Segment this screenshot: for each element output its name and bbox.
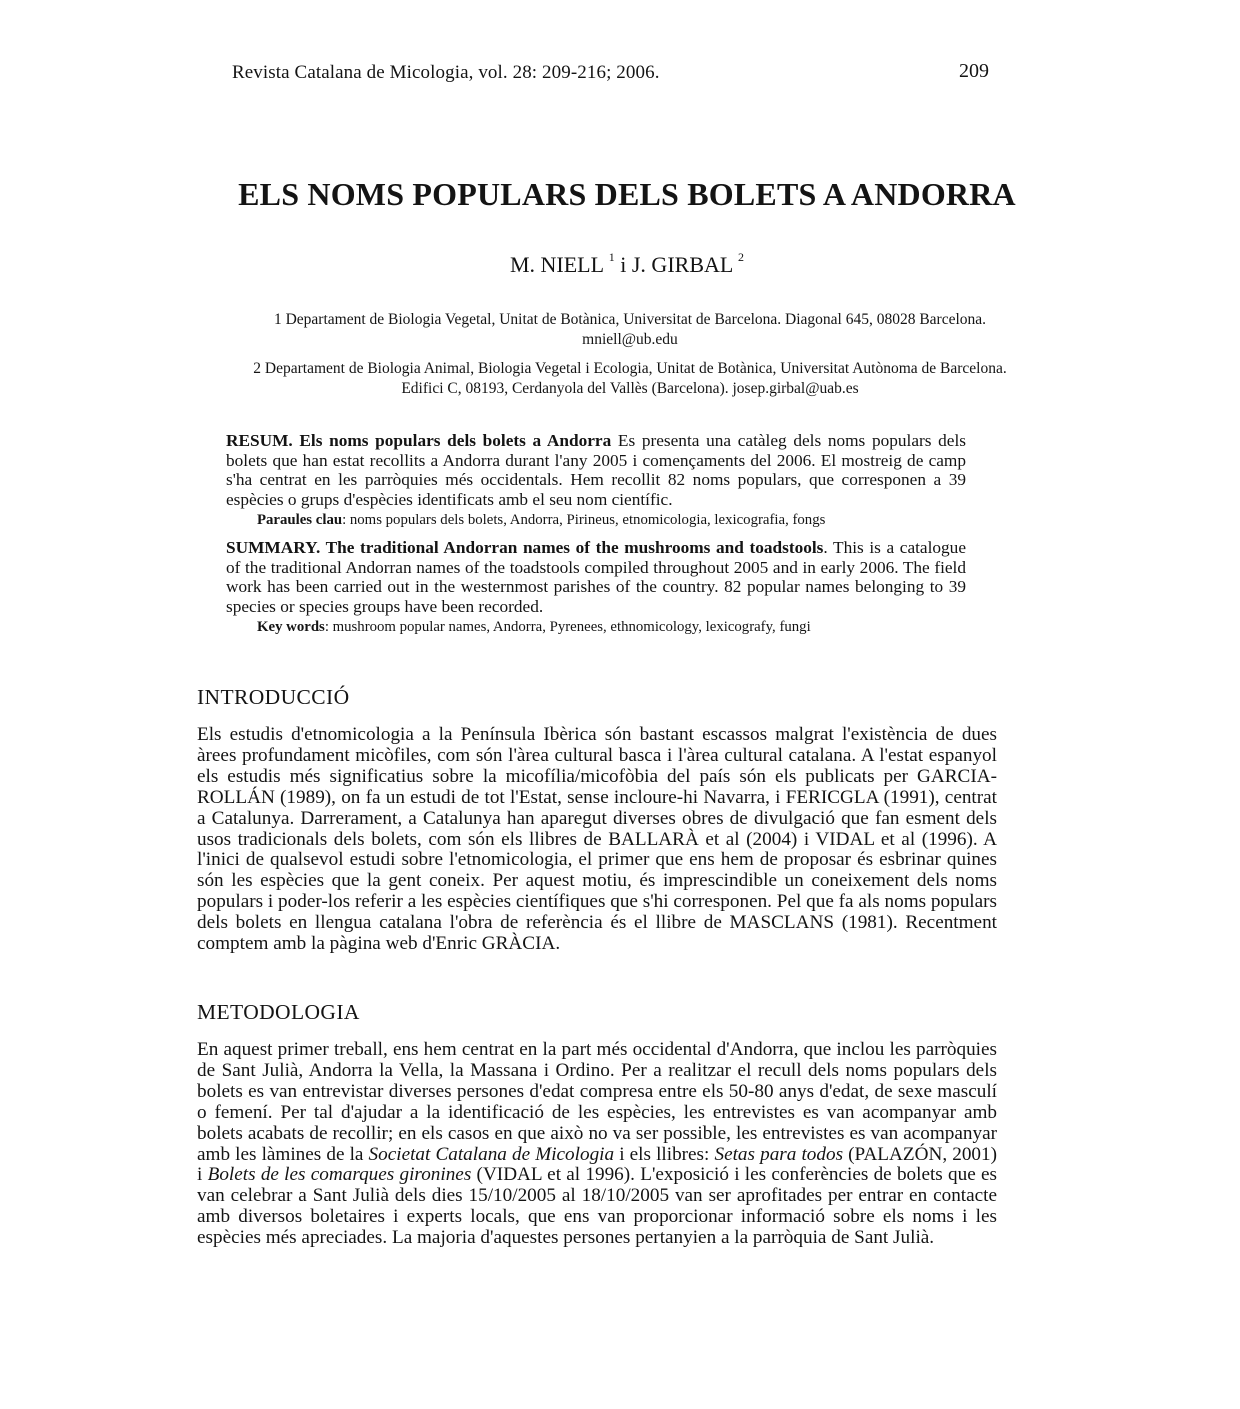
affiliation-2-address: 2 Departament de Biologia Animal, Biologia Vegetal i Ecologia, Unitat de Botànica, Universitat Autònoma de Barcelona. <box>253 360 1007 377</box>
page-number: 209 <box>959 60 989 82</box>
abstract-english-heading: SUMMARY. The traditional Andorran names of the mushrooms and toadstools <box>226 538 824 557</box>
authors <box>0 249 1240 278</box>
section-heading-introduccio: INTRODUCCIÓ <box>197 685 350 709</box>
keywords-catalan-label: Paraules clau <box>257 512 343 528</box>
metodologia-italic-1: Societat Catalana de Micologia <box>368 1143 615 1165</box>
keywords-english <box>257 618 977 636</box>
abstract-english <box>226 538 966 616</box>
author-2: J. GIRBAL <box>631 252 733 277</box>
author-conjunction: i <box>614 252 632 277</box>
keywords-english-text: : mushroom popular names, Andorra, Pyrenees, ethnomicology, lexicografy, fungi <box>324 619 811 635</box>
metodologia-text-4: (VIDAL et al 1996). L'exposició i les conferències de bolets que es van celebrar a Sant Julià dels dies 15/10/2005 al 18/10/2005 van ser aprofitades per entrar en contacte amb diversos boletaires i experts locals, que ens van proporcionar informació sobre els noms i les espècies més apreciades. La majoria d'aquestes persones pertanyien a la parròquia de Sant Julià. <box>197 1164 997 1249</box>
abstract-catalan <box>226 431 966 509</box>
author-1-affil-mark: 1 <box>608 249 615 264</box>
author-2-affil-mark: 2 <box>738 249 745 264</box>
section-body-introduccio: Els estudis d'etnomicologia a la Península Ibèrica són bastant escassos malgrat l'existència de dues àrees profundament micòfiles, com són l'àrea cultural basca i l'àrea cultural catalana. A l'estat espanyol els estudis més significatius sobre la micofília/micofòbia del país són els publicats per GARCIA-ROLLÁN (1989), on fa un estudi de tot l'Estat, sense incloure-hi Navarra, i FERICGLA (1991), centrat a Catalunya. Darrerament, a Catalunya han aparegut diverses obres de divulgació que fan esment dels usos tradicionals dels bolets, com són els llibres de BALLARÀ et al (2004) i VIDAL et al (1996). A l'inici de qualsevol estudi sobre l'etnomicologia, el primer que ens hem de proposar és esbrinar quines són les espècies que la gent coneix. Per aquest motiu, és imprescindible un coneixement dels noms populars i poder-los referir a les espècies científiques que s'hi corresponen. Pel que fa als noms populars dels bolets en llengua catalana l'obra de referència és el llibre de MASCLANS (1981). Recentment comptem amb la pàgina web d'Enric GRÀCIA. <box>197 724 997 955</box>
abstract-english-text: . This is a catalogue of the traditional Andorran names of the toadstools compiled throughout 2005 and in early 2006. The field work has been carried out in the westernmost parishes of the country. 82 popular names belonging to 39 species or species groups have been recorded. <box>226 538 966 616</box>
affiliation-1-email: mniell@ub.edu <box>582 331 678 348</box>
abstract-catalan-heading: RESUM. Els noms populars dels bolets a Andorra <box>226 431 612 450</box>
section-body-metodologia <box>197 1040 997 1249</box>
affiliation-2-email: Edifici C, 08193, Cerdanyola del Vallès (Barcelona). josep.girbal@uab.es <box>401 380 859 397</box>
metodologia-text-3: (PALAZÓN, 2001) i <box>197 1143 997 1186</box>
metodologia-italic-3: Bolets de les comarques gironines <box>207 1164 472 1186</box>
author-1: M. NIELL <box>509 252 604 277</box>
metodologia-text-1: En aquest primer treball, ens hem centrat en la part més occidental d'Andorra, que inclou les parròquies de Sant Julià, Andorra la Vella, la Massana i Ordino. Per a realitzar el recull dels noms populars dels bolets es van entrevistar diverses persones d'edat compresa entre els 50-80 anys d'edat, de sexe masculí o femení. Per tal d'ajudar a la identificació de les espècies, les entrevistes es van acompanyar amb bolets acabats de recollir; en els casos en que això no va ser possible, les entrevistes es van acompanyar amb les làmines de la <box>197 1039 997 1165</box>
metodologia-text-2: i els llibres: <box>614 1143 715 1165</box>
affiliation-2 <box>180 359 1080 399</box>
paper-title: ELS NOMS POPULARS DELS BOLETS A ANDORRA <box>238 176 1016 212</box>
abstract-catalan-text: Es presenta una catàleg dels noms populars dels bolets que han estat recollits a Andorra durant l'any 2005 i començaments del 2006. El mostreig de camp s'ha centrat en les parròquies més occidentals. Hem recollit 82 noms populars, que corresponen a 39 espècies o grups d'espècies identificats amb el seu nom científic. <box>226 431 966 509</box>
affiliation-1 <box>180 310 1080 350</box>
running-head: Revista Catalana de Micologia, vol. 28: 209-216; 2006. <box>232 62 660 83</box>
keywords-catalan-text: : noms populars dels bolets, Andorra, Pirineus, etnomicologia, lexicografia, fongs <box>342 512 826 528</box>
keywords-catalan <box>257 511 977 529</box>
metodologia-italic-2: Setas para todos <box>714 1143 844 1165</box>
affiliation-1-address: 1 Departament de Biologia Vegetal, Unitat de Botànica, Universitat de Barcelona. Diagonal 645, 08028 Barcelona. <box>273 311 987 328</box>
keywords-english-label: Key words <box>257 619 325 635</box>
section-heading-metodologia: METODOLOGIA <box>197 1000 360 1024</box>
